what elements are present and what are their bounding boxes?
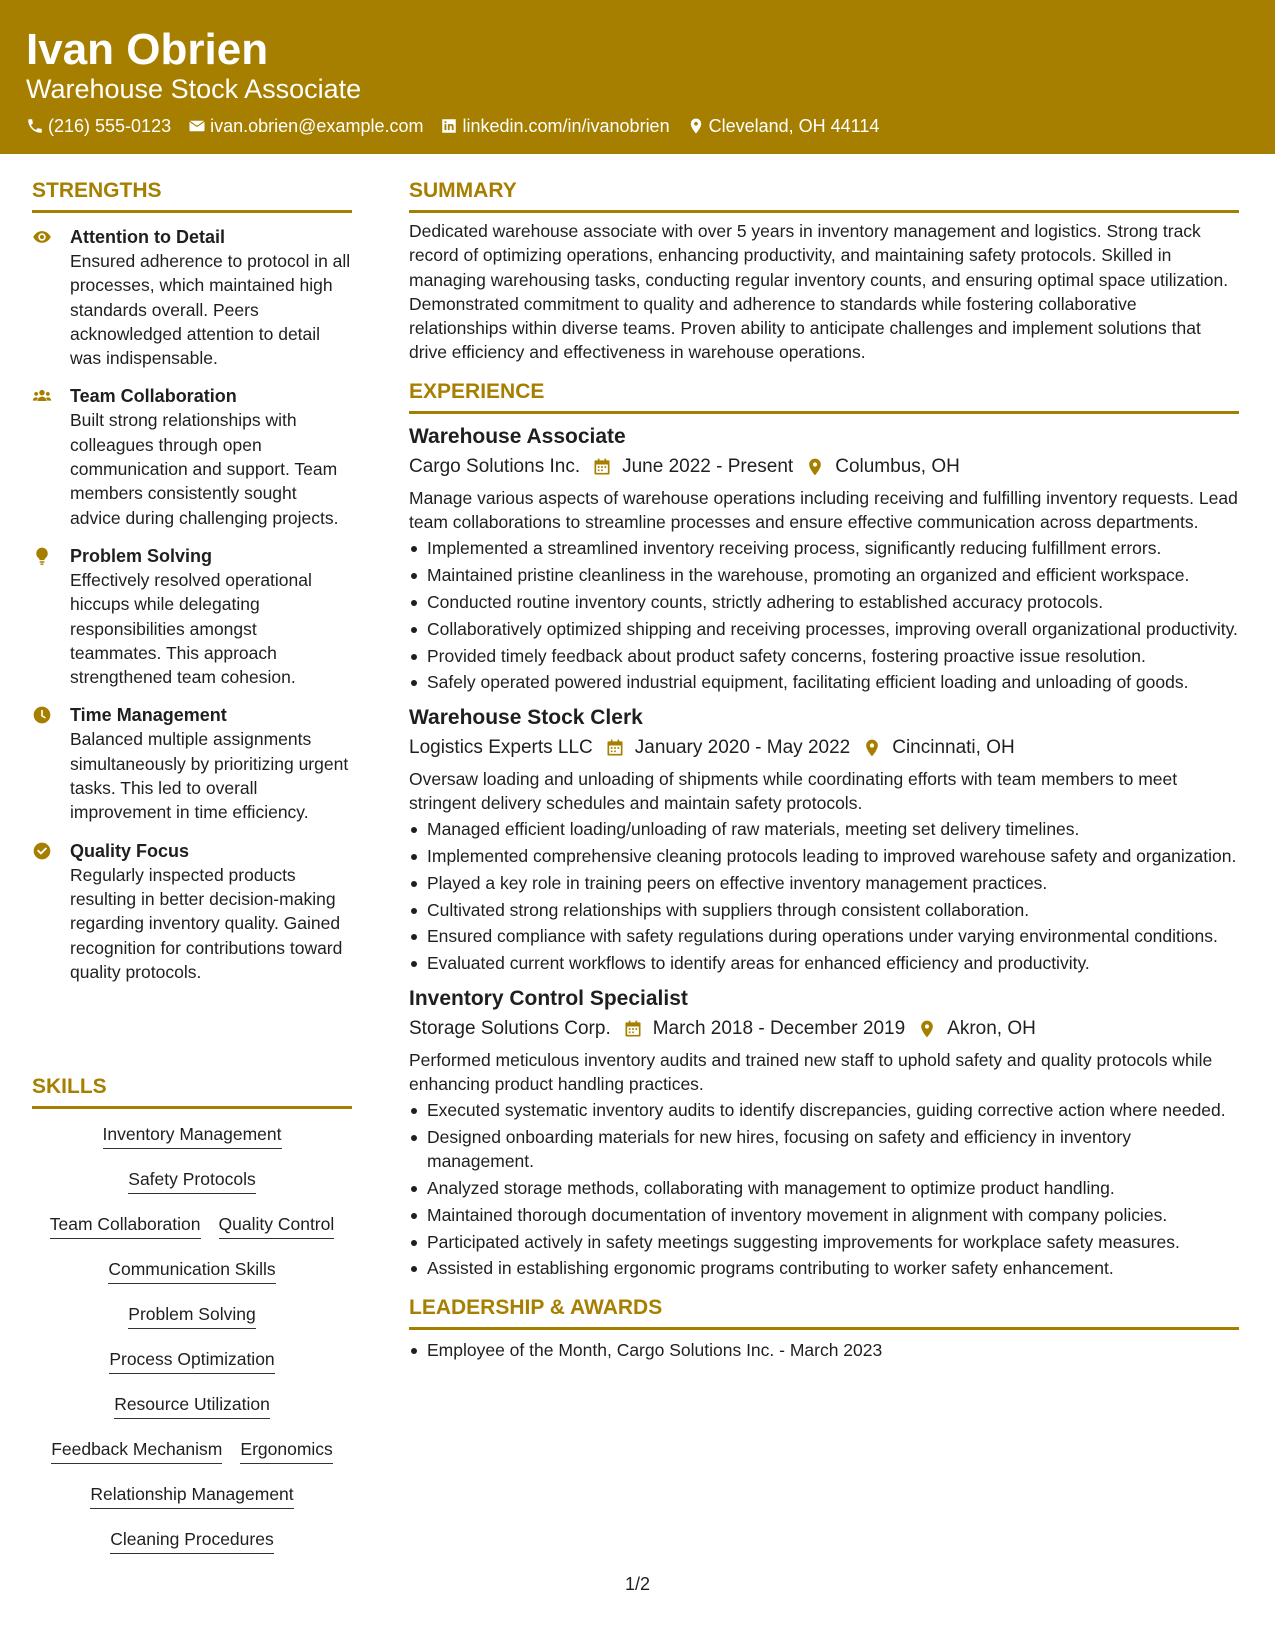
strength-desc: Effectively resolved operational hiccups while delegating responsibilities amongst teammates. This approach strengthened team cohesion. [70, 569, 312, 688]
strength-desc: Ensured adherence to protocol in all processes, which maintained high standards overall. Peers acknowledged attention to detail was indispensable. [70, 251, 351, 369]
job-bullets [409, 1098, 1239, 1281]
list-item: Provided timely feedback about product safety concerns, fostering proactive issue resolution. [409, 644, 1239, 668]
strength-title: Problem Solving [70, 545, 213, 566]
job-description: Manage various aspects of warehouse operations including receiving and fulfilling inventory requests. Lead team collaborations to streamline processes and ensure effective communication across departments. [409, 487, 1238, 533]
lightbulb-icon [32, 546, 52, 566]
section-divider [409, 1327, 1239, 1330]
calendar-icon [605, 738, 625, 758]
job-title: Inventory Control Specialist [409, 986, 688, 1010]
job-description: Oversaw loading and unloading of shipments while coordinating efforts with team members to meet stringent delivery schedules and maintain safety protocols. [409, 768, 1178, 813]
job-entry [409, 984, 1239, 1281]
list-item: Managed efficient loading/unloading of raw materials, meeting set delivery timelines. [409, 817, 1239, 841]
contact-email[interactable] [188, 114, 423, 138]
strengths-section [32, 176, 352, 998]
list-item: Played a key role in training peers on effective inventory management practices. [409, 871, 1239, 895]
resume-header [0, 0, 1275, 154]
skill-tag: Problem Solving [128, 1301, 255, 1329]
job-dates: June 2022 - Present [622, 455, 794, 477]
map-pin-icon [917, 1019, 937, 1039]
skill-tag: Resource Utilization [114, 1391, 270, 1419]
strength-item [32, 225, 352, 370]
candidate-title: Warehouse Stock Associate [26, 74, 362, 104]
skill-tag: Feedback Mechanism [51, 1436, 222, 1464]
calendar-icon [623, 1019, 643, 1039]
list-item: Participated actively in safety meetings suggesting improvements for workplace safety measures. [409, 1230, 1239, 1254]
list-item: Implemented a streamlined inventory receiving process, significantly reducing fulfillment errors. [409, 536, 1239, 560]
clock-icon [32, 705, 52, 725]
list-item: Collaboratively optimized shipping and receiving processes, improving overall organizational productivity. [409, 617, 1239, 641]
strength-title: Team Collaboration [70, 386, 237, 407]
list-item: Executed systematic inventory audits to identify discrepancies, guiding corrective action where needed. [409, 1098, 1239, 1122]
linkedin-icon [440, 117, 458, 135]
contact-phone[interactable] [26, 114, 171, 138]
job-entry [409, 703, 1239, 976]
job-location: Akron, OH [947, 1017, 1036, 1039]
linkedin-text: linkedin.com/in/ivanobrien [462, 116, 670, 136]
job-description: Performed meticulous inventory audits and trained new staff to uphold safety and quality protocols while enhancing product handling practices. [409, 1049, 1213, 1094]
strength-desc: Regularly inspected products resulting in better decision-making regarding inventory quality. Gained recognition for contributions toward quality protocols. [70, 864, 343, 982]
map-pin-icon [687, 117, 705, 135]
section-heading: SKILLS [32, 1075, 107, 1098]
job-bullets [409, 536, 1239, 694]
candidate-name: Ivan Obrien [26, 25, 269, 74]
job-meta [409, 733, 1239, 763]
section-divider [32, 210, 352, 213]
section-heading: LEADERSHIP & AWARDS [409, 1295, 663, 1319]
job-title: Warehouse Stock Clerk [409, 705, 643, 729]
users-icon [32, 386, 52, 406]
job-entry [409, 422, 1239, 695]
section-heading: EXPERIENCE [409, 379, 545, 403]
section-heading: STRENGTHS [32, 179, 162, 202]
strength-title: Quality Focus [70, 840, 190, 861]
check-circle-icon [32, 841, 52, 861]
strength-desc: Balanced multiple assignments simultaneously by prioritizing urgent tasks. This led to overall improvement in time efficiency. [70, 729, 349, 823]
envelope-icon [188, 117, 206, 135]
skill-tag: Ergonomics [240, 1436, 332, 1464]
section-heading: SUMMARY [409, 179, 517, 202]
job-company: Logistics Experts LLC [409, 736, 593, 758]
contact-location [687, 114, 880, 138]
strength-title: Attention to Detail [70, 227, 225, 247]
list-item: Maintained pristine cleanliness in the warehouse, promoting an organized and efficient workspace. [409, 563, 1239, 587]
section-divider [32, 1106, 352, 1109]
job-bullets [409, 817, 1239, 975]
job-dates: March 2018 - December 2019 [652, 1017, 906, 1039]
map-pin-icon [805, 457, 825, 477]
email-text: ivan.obrien@example.com [210, 116, 424, 136]
strength-title: Time Management [70, 705, 227, 726]
awards-section [409, 1293, 1239, 1362]
page-number: 1/2 [624, 1574, 651, 1594]
strength-item [32, 384, 352, 529]
list-item: Ensured compliance with safety regulations during operations under varying environmental conditions. [409, 924, 1239, 948]
skill-tag: Inventory Management [103, 1121, 282, 1149]
list-item: Employee of the Month, Cargo Solutions Inc. - March 2023 [409, 1338, 1239, 1362]
map-pin-icon [862, 738, 882, 758]
job-company: Cargo Solutions Inc. [409, 455, 581, 477]
section-divider [409, 210, 1239, 213]
list-item: Conducted routine inventory counts, strictly adhering to established accuracy protocols. [409, 590, 1239, 614]
skills-section [32, 1072, 352, 1571]
skill-tag: Relationship Management [90, 1481, 293, 1509]
skill-tag: Cleaning Procedures [110, 1526, 273, 1554]
awards-list [409, 1338, 1239, 1362]
skill-tag: Communication Skills [108, 1256, 275, 1284]
skill-tag: Team Collaboration [50, 1211, 201, 1239]
job-meta [409, 452, 1239, 482]
location-text: Cleveland, OH 44114 [708, 116, 880, 136]
job-meta [409, 1014, 1239, 1044]
phone-icon [26, 117, 44, 135]
list-item: Cultivated strong relationships with suppliers through consistent collaboration. [409, 898, 1239, 922]
strength-desc: Built strong relationships with colleagues through open communication and support. Team members consistently sought advice during challenging projects. [70, 410, 339, 528]
list-item: Evaluated current workflows to identify areas for enhanced efficiency and productivity. [409, 951, 1239, 975]
section-divider [409, 411, 1239, 414]
job-location: Cincinnati, OH [892, 736, 1015, 758]
summary-text: Dedicated warehouse associate with over 5 years in inventory management and logistics. Strong track record of optimizing operations, enhancing productivity, and maintaining safety protocols. Skilled in managing warehousing tasks, conducting regular inventory counts, and ensuring optimal space utilization. Demonstrated commitment to quality and adherence to standards while fostering collaborative relationships within diverse teams. Proven ability to anticipate challenges and implement solutions that drive efficiency and effectiveness in warehouse operations. [409, 221, 1229, 363]
skill-tag: Safety Protocols [128, 1166, 255, 1194]
phone-text: (216) 555-0123 [48, 116, 172, 136]
experience-section [409, 377, 1239, 1281]
strength-item [32, 839, 352, 984]
job-company: Storage Solutions Corp. [409, 1017, 611, 1039]
skill-tag: Quality Control [219, 1211, 335, 1239]
contact-bar [26, 114, 896, 138]
main-column [409, 176, 1239, 1365]
skills-list [32, 1121, 352, 1571]
job-title: Warehouse Associate [409, 424, 626, 448]
strengths-list [32, 225, 352, 984]
calendar-icon [592, 457, 612, 477]
contact-linkedin[interactable] [440, 114, 669, 138]
job-dates: January 2020 - May 2022 [634, 736, 851, 758]
list-item: Maintained thorough documentation of inventory movement in alignment with company policies. [409, 1203, 1239, 1227]
strength-item [32, 544, 352, 689]
summary-section [409, 176, 1239, 365]
list-item: Assisted in establishing ergonomic programs contributing to worker safety enhancement. [409, 1256, 1239, 1280]
strength-item [32, 703, 352, 824]
list-item: Designed onboarding materials for new hires, focusing on safety and efficiency in inventory management. [409, 1125, 1239, 1174]
skill-tag: Process Optimization [109, 1346, 274, 1374]
list-item: Analyzed storage methods, collaborating with management to optimize product handling. [409, 1176, 1239, 1200]
job-location: Columbus, OH [835, 455, 960, 477]
list-item: Safely operated powered industrial equipment, facilitating efficient loading and unloading of goods. [409, 670, 1239, 694]
eye-icon [32, 227, 52, 247]
list-item: Implemented comprehensive cleaning protocols leading to improved warehouse safety and organization. [409, 844, 1239, 868]
